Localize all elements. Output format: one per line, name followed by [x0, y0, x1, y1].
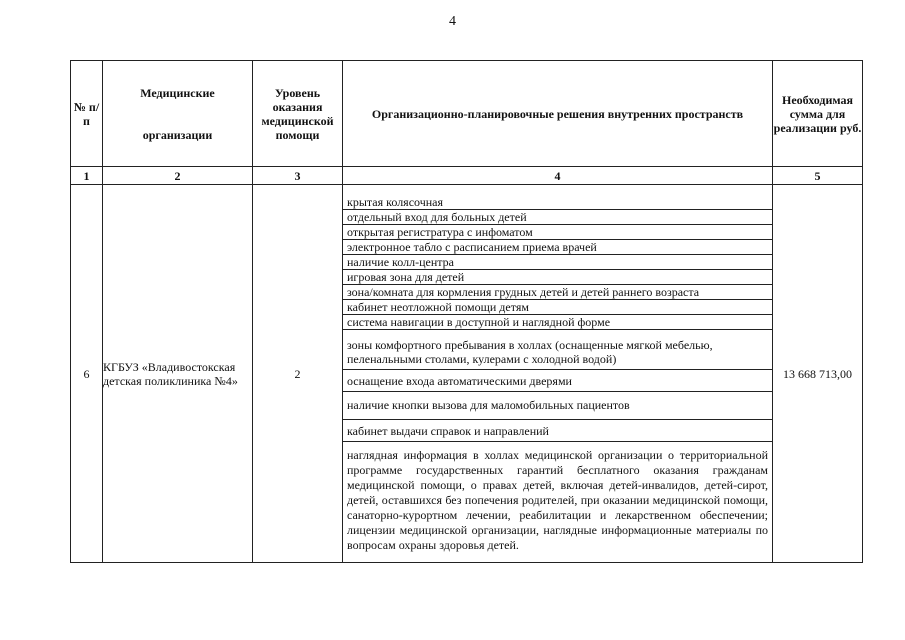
required-sum: 13 668 713,00	[773, 185, 863, 563]
column-number-2: 2	[103, 167, 253, 185]
list-item: кабинет неотложной помощи детям	[343, 300, 772, 315]
list-item: игровая зона для детей	[343, 270, 772, 285]
header-sum: Необходимая сумма для реализации руб.	[773, 61, 863, 167]
list-item: система навигации в доступной и наглядной форме	[343, 315, 772, 330]
page-number: 4	[449, 14, 456, 29]
list-item: зоны комфортного пребывания в холлах (оснащенные мягкой мебелью, пеленальными столами, кулерами с холодной водой)	[343, 330, 772, 370]
column-number-4: 4	[343, 167, 773, 185]
header-organizations-line2: организации	[142, 127, 213, 142]
list-item: оснащение входа автоматическими дверями	[343, 370, 772, 392]
header-organizations-line1: Медицинские	[140, 85, 215, 100]
list-item: наличие колл-центра	[343, 255, 772, 270]
organizations-table	[70, 60, 863, 563]
column-number-3: 3	[253, 167, 343, 185]
solutions-list	[343, 185, 773, 563]
header-organizations	[103, 61, 253, 167]
header-care-level: Уровень оказания медицинской помощи	[253, 61, 343, 167]
column-number-1: 1	[71, 167, 103, 185]
row-number: 6	[71, 185, 103, 563]
list-item: открытая регистратура с инфоматом	[343, 225, 772, 240]
list-item: зона/комната для кормления грудных детей и детей раннего возраста	[343, 285, 772, 300]
column-number-row	[71, 167, 863, 185]
list-item: электронное табло с расписанием приема врачей	[343, 240, 772, 255]
list-item: наглядная информация в холлах медицинской организации о территориальной программе государственных гарантий бесплатного оказания гражданам медицинской помощи, о правах детей, включая детей-инвалидов, детей-сирот, детей, оставшихся без попечения родителей, при оказании медицинской помощи, санаторно-курортном лечении, реабилитации и лекарственном обеспечении; лицензии медицинской организации, наглядные информационные материалы по вопросам охраны здоровья детей.	[347, 447, 768, 552]
list-item: крытая колясочная	[343, 195, 772, 210]
care-level: 2	[253, 185, 343, 563]
header-solutions: Организационно-планировочные решения внутренних пространств	[343, 61, 773, 167]
header-number: № п/п	[71, 61, 103, 167]
column-number-5: 5	[773, 167, 863, 185]
table-header-row	[71, 61, 863, 167]
list-item: кабинет выдачи справок и направлений	[343, 420, 772, 442]
list-item: наличие кнопки вызова для маломобильных пациентов	[343, 392, 772, 420]
table-row	[71, 185, 863, 563]
organization-name: КГБУЗ «Владивостокская детская поликлиника №4»	[103, 185, 253, 563]
list-item: отдельный вход для больных детей	[343, 210, 772, 225]
